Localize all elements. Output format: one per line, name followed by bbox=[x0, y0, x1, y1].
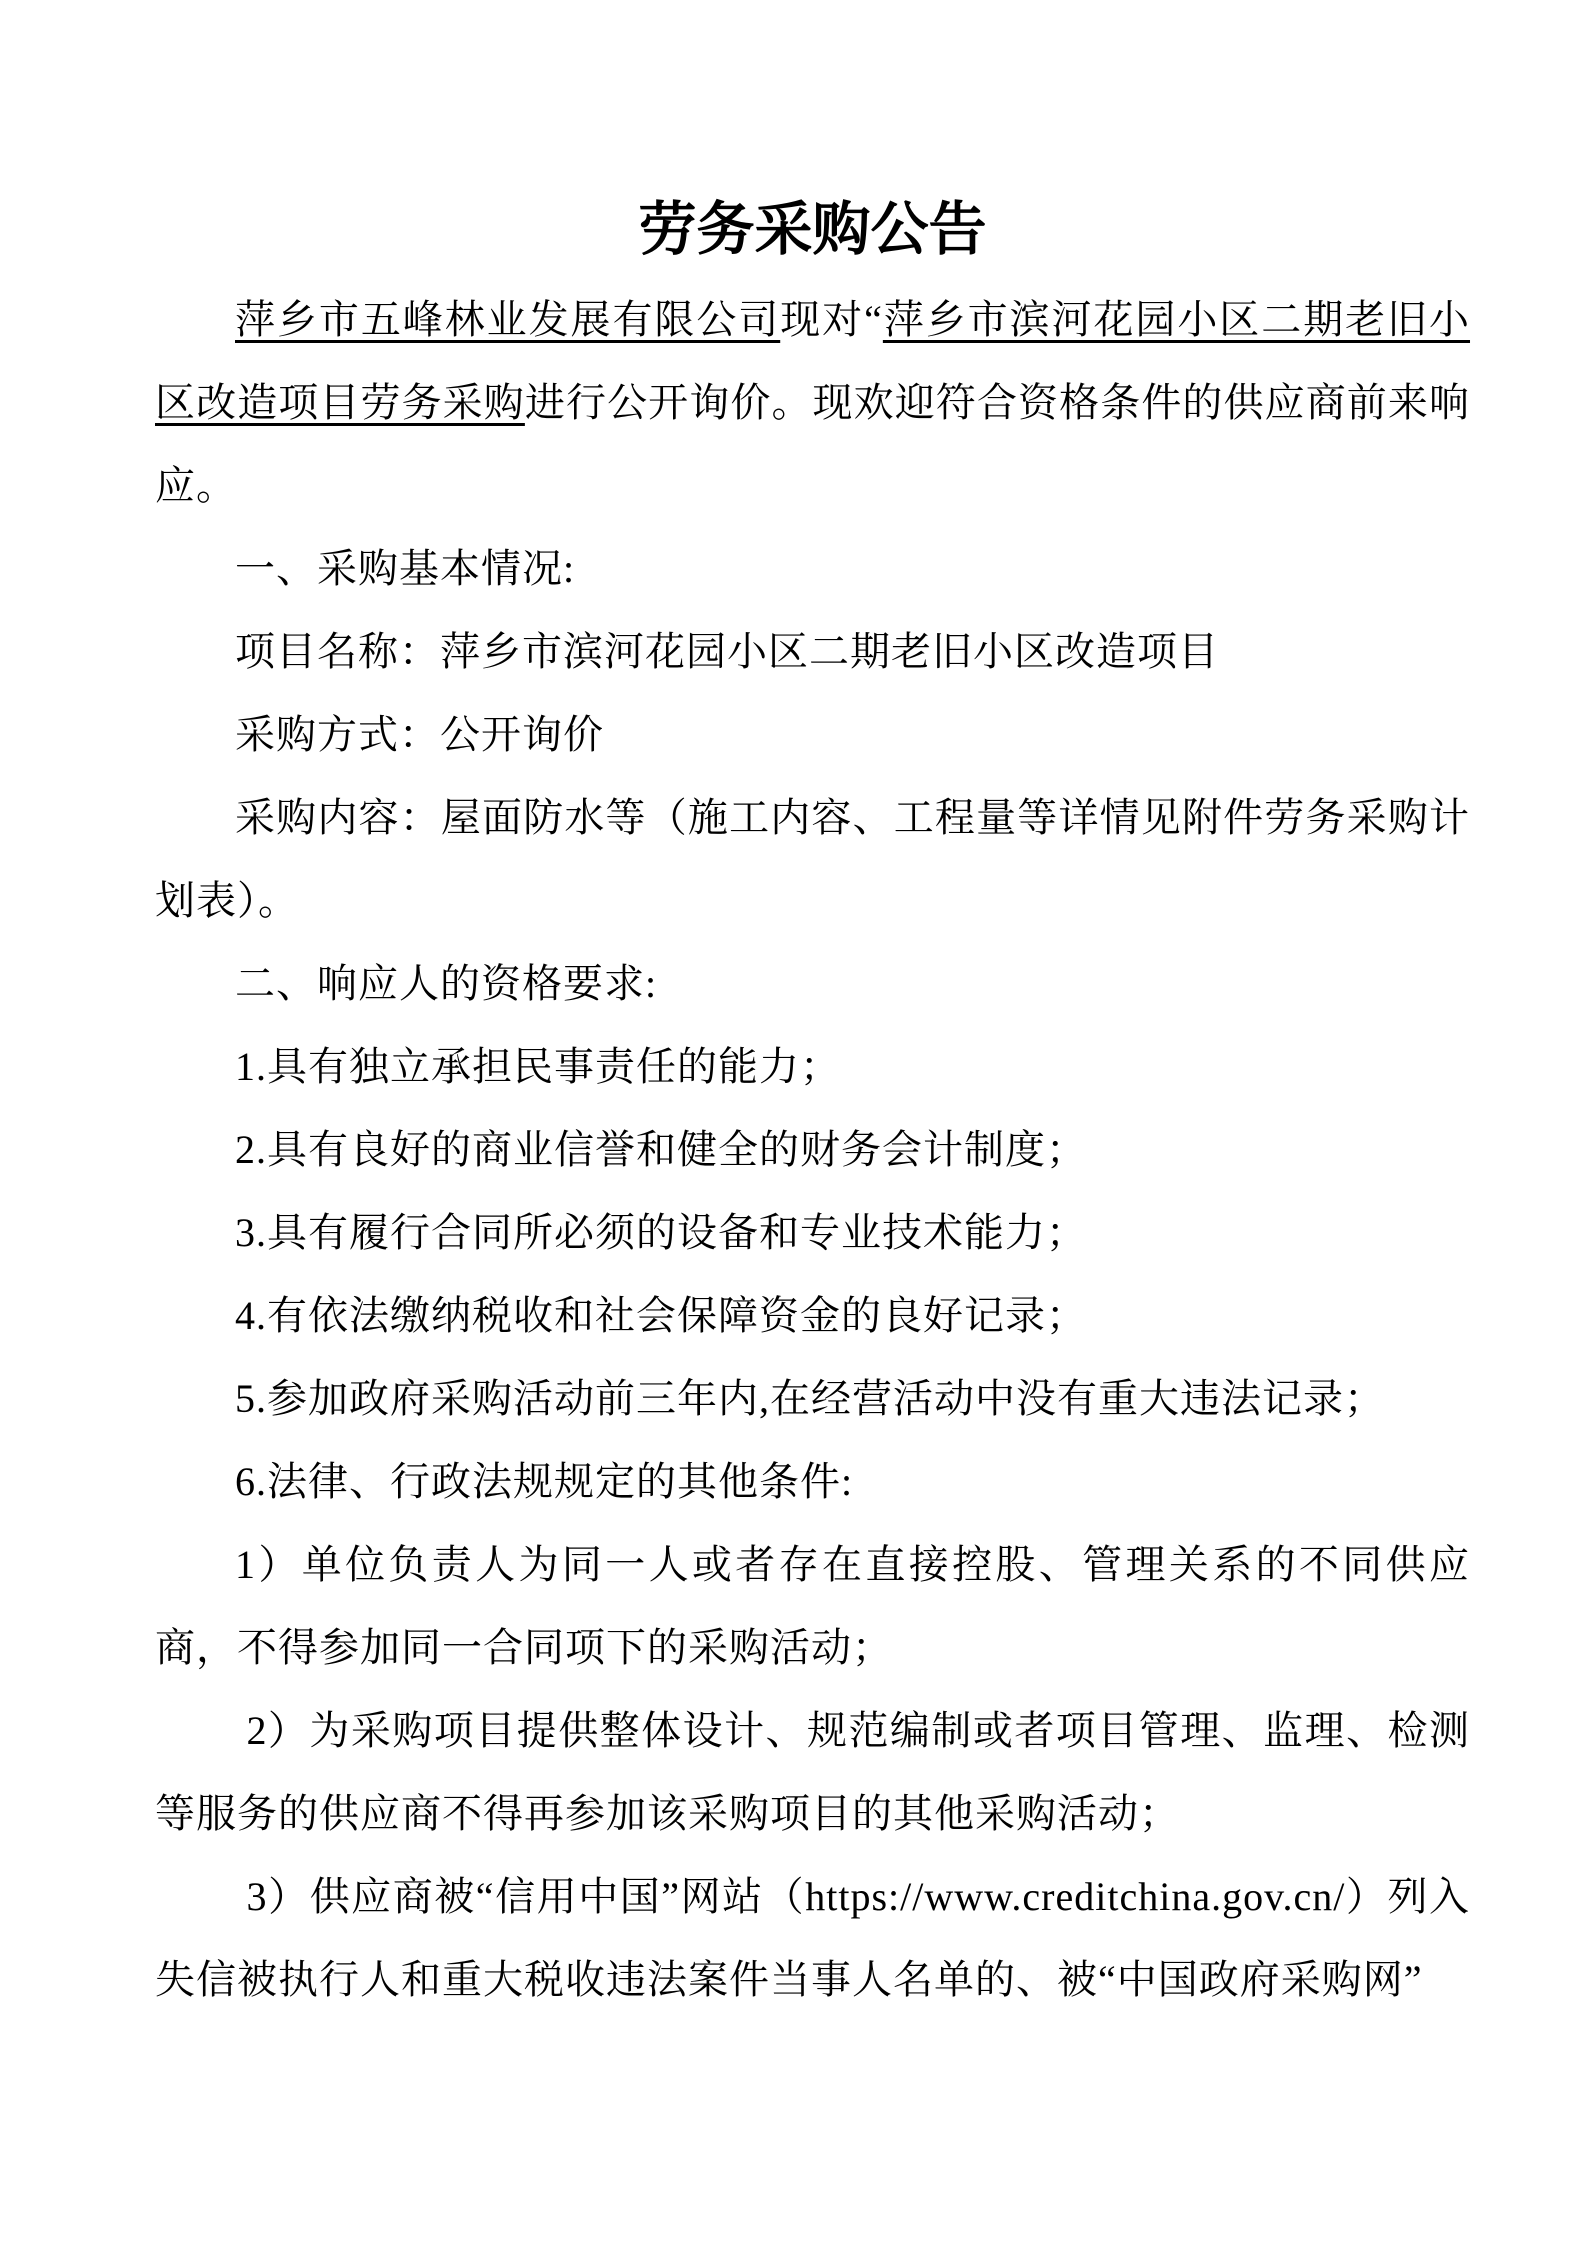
section-heading-procurement-info: 一、采购基本情况: bbox=[235, 546, 576, 591]
field-procurement-method: 采购方式：公开询价 bbox=[235, 712, 604, 757]
requirement-item-5: 5.参加政府采购活动前三年内,在经营活动中没有重大违法记录； bbox=[235, 1376, 1385, 1421]
sub-condition-2: 2）为采购项目提供整体设计、规范编制或者项目管理、监理、检测等服务的供应商不得再参加该采购项目的其他采购活动； bbox=[155, 1708, 1470, 1836]
sub-condition-3: 3）供应商被“信用中国”网站（https://www.creditchina.gov.cn/）列入失信被执行人和重大税收违法案件当事人名单的、被“中国政府采购网” bbox=[155, 1874, 1470, 2002]
field-procurement-content: 采购内容：屋面防水等（施工内容、工程量等详情见附件劳务采购计划表）。 bbox=[155, 795, 1470, 923]
requirement-item-6: 6.法律、行政法规规定的其他条件: bbox=[235, 1459, 854, 1504]
page-title: 劳务采购公告 bbox=[638, 197, 987, 262]
document-body bbox=[155, 278, 1470, 2021]
project-name-underlined: 萍乡市滨河花园小区二期老旧小区改造项目劳务采购 bbox=[155, 297, 1471, 425]
requirement-item-3: 3.具有履行合同所必须的设备和专业技术能力； bbox=[235, 1210, 1087, 1255]
intro-connector-text: 现对“ bbox=[780, 297, 883, 342]
section-heading-qualification: 二、响应人的资格要求: bbox=[235, 961, 658, 1006]
document-page bbox=[155, 0, 1470, 2021]
company-name-underlined: 萍乡市五峰林业发展有限公司 bbox=[235, 297, 781, 342]
requirement-item-4: 4.有依法缴纳税收和社会保障资金的良好记录； bbox=[235, 1293, 1087, 1338]
requirement-item-1: 1.具有独立承担民事责任的能力； bbox=[235, 1044, 841, 1089]
intro-tail-text: 进行公开询价。现欢迎符合资格条件的供应商前来响应。 bbox=[155, 380, 1471, 508]
requirement-item-2: 2.具有良好的商业信誉和健全的财务会计制度； bbox=[235, 1127, 1087, 1172]
sub-condition-1: 1）单位负责人为同一人或者存在直接控股、管理关系的不同供应商，不得参加同一合同项下的采购活动； bbox=[155, 1542, 1470, 1670]
field-project-name: 项目名称：萍乡市滨河花园小区二期老旧小区改造项目 bbox=[235, 629, 1219, 674]
intro-paragraph bbox=[155, 278, 1470, 527]
